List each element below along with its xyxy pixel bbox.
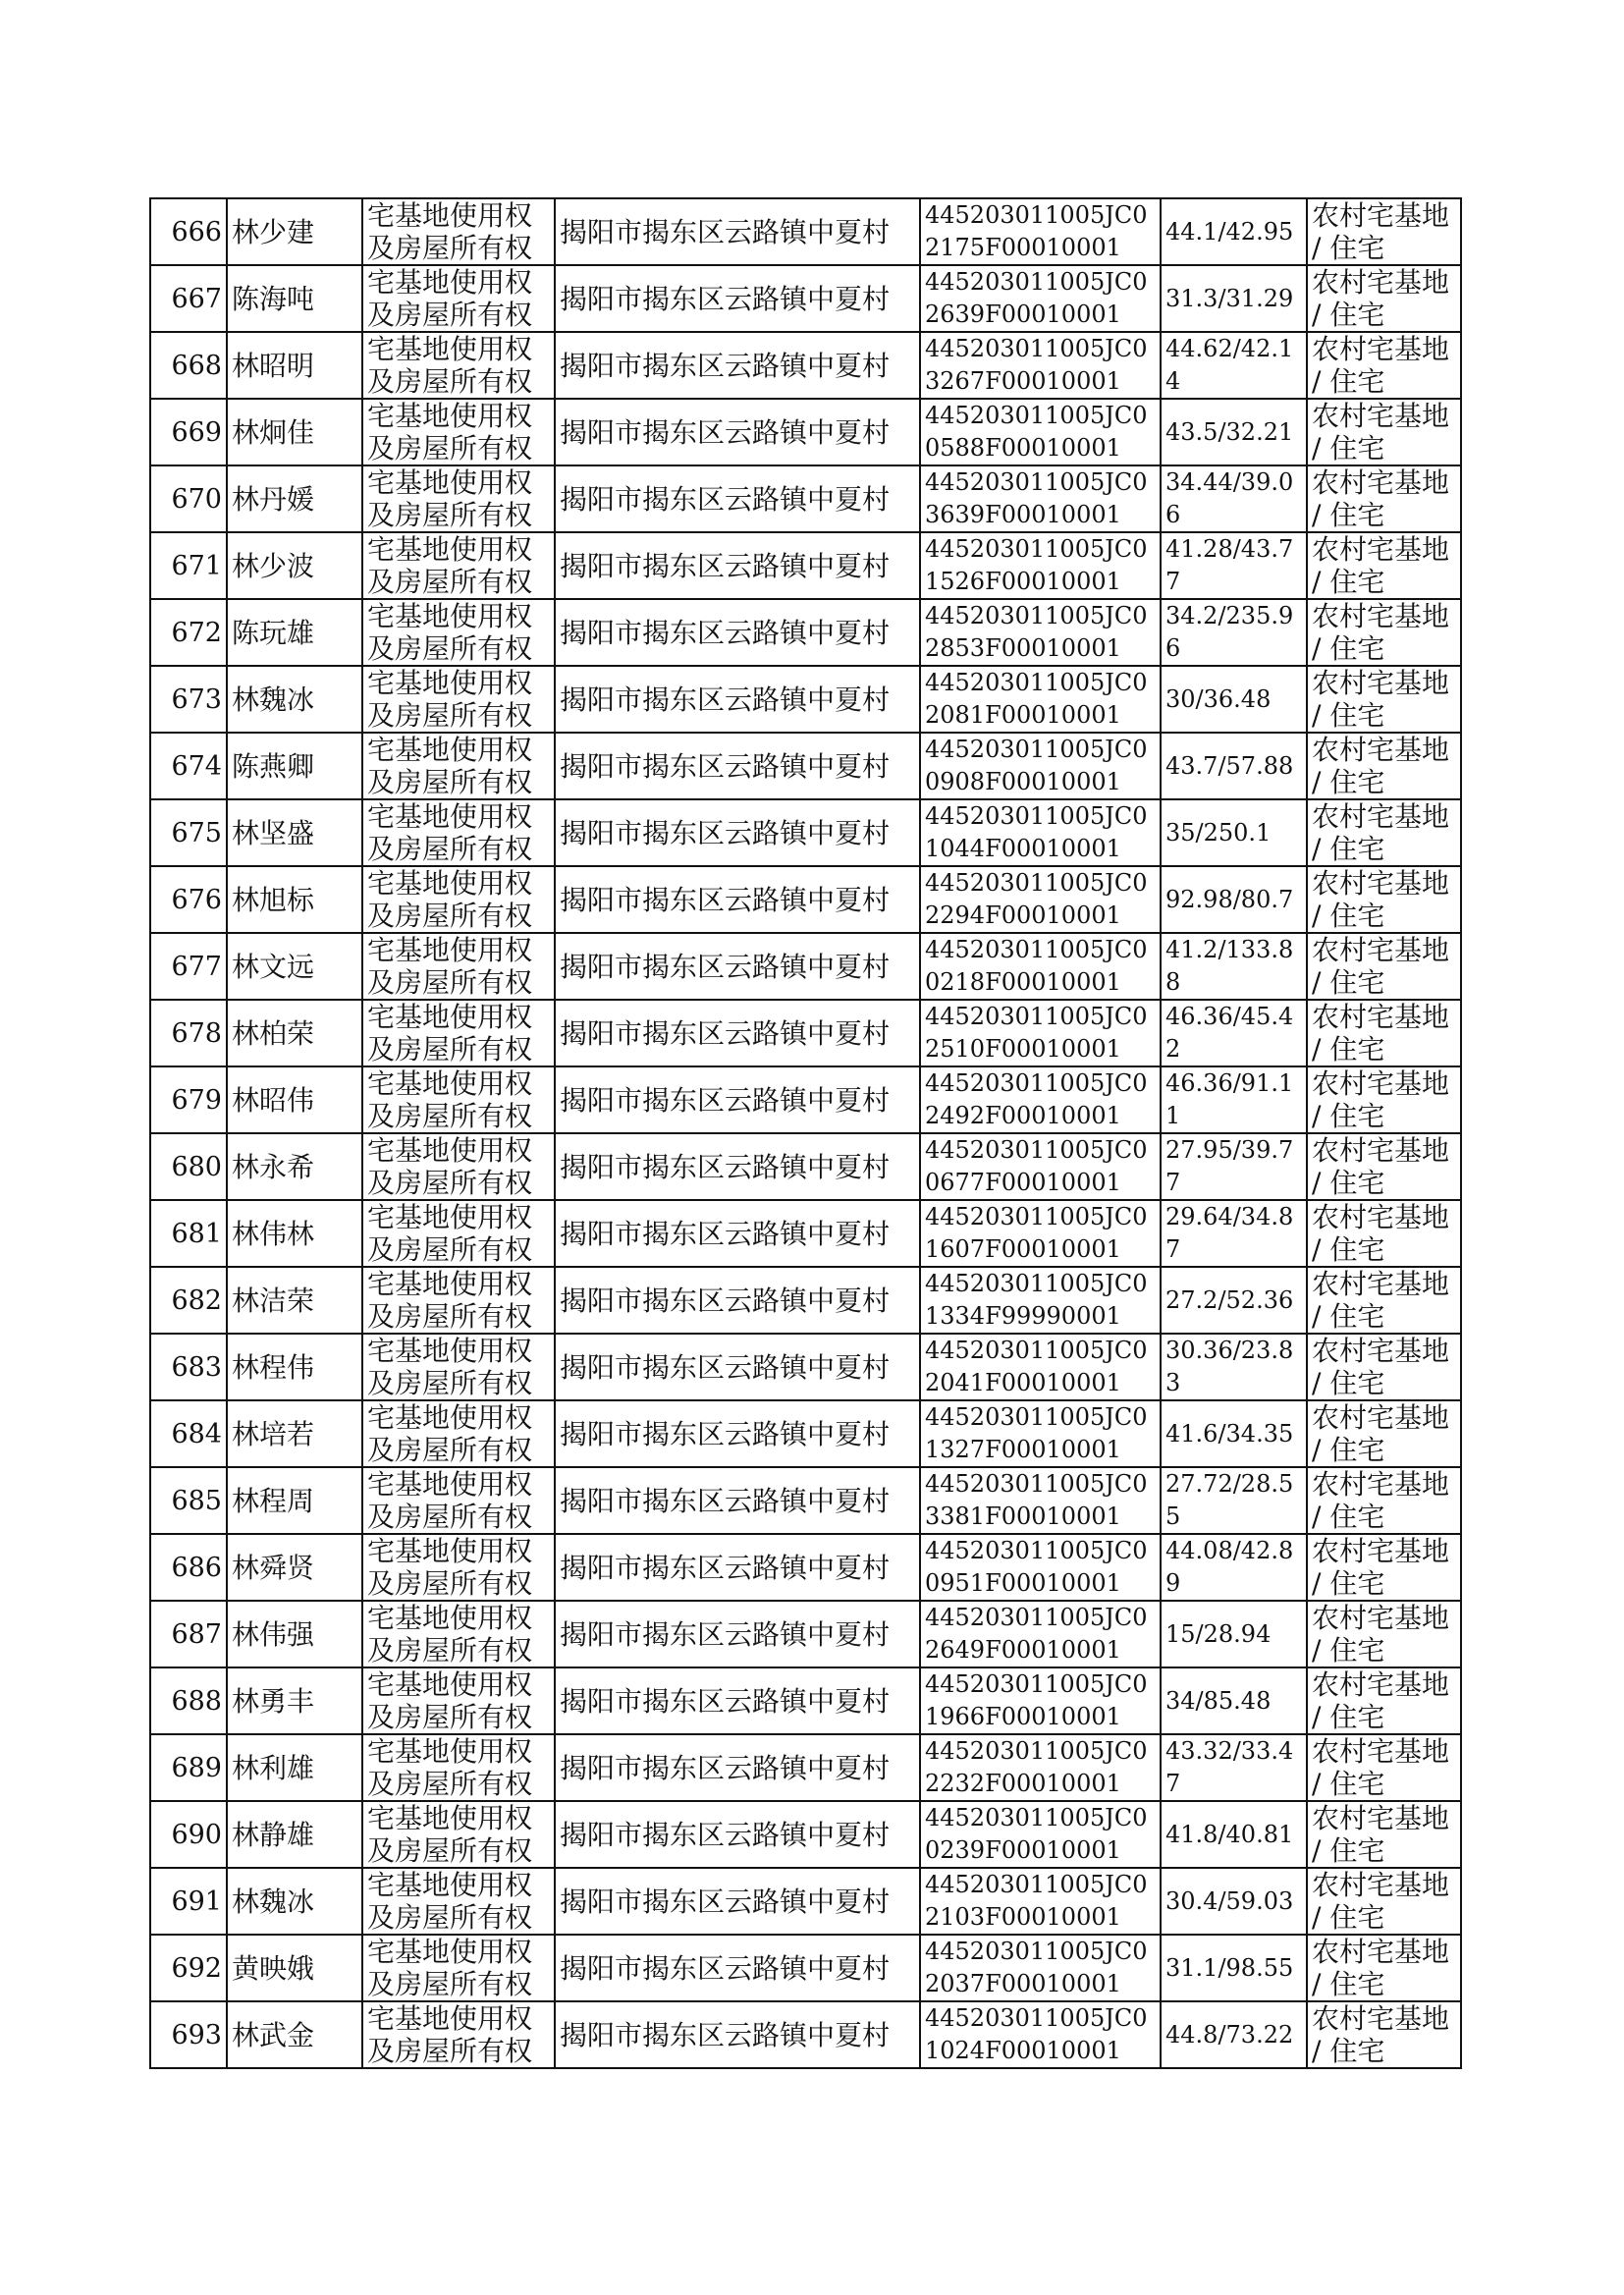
table-row [150, 599, 1461, 666]
location-cell: 揭阳市揭东区云路镇中夏村 [555, 2001, 920, 2068]
location-cell: 揭阳市揭东区云路镇中夏村 [555, 733, 920, 799]
table-row [150, 866, 1461, 933]
owner-name-cell: 林昭伟 [227, 1066, 362, 1133]
location-cell: 揭阳市揭东区云路镇中夏村 [555, 933, 920, 1000]
location-cell: 揭阳市揭东区云路镇中夏村 [555, 1601, 920, 1667]
table-row [150, 1534, 1461, 1601]
unit-code-cell: 445203011005JC02081F00010001 [920, 666, 1161, 733]
location-cell: 揭阳市揭东区云路镇中夏村 [555, 1400, 920, 1467]
row-number-cell: 667 [150, 265, 227, 332]
unit-code-cell: 445203011005JC01044F00010001 [920, 799, 1161, 866]
registry-table [149, 197, 1462, 2069]
row-number-cell: 675 [150, 799, 227, 866]
owner-name-cell: 林武金 [227, 2001, 362, 2068]
right-type-cell: 宅基地使用权及房屋所有权 [362, 1801, 555, 1868]
owner-name-cell: 林文远 [227, 933, 362, 1000]
right-type-cell: 宅基地使用权及房屋所有权 [362, 1601, 555, 1667]
table-row [150, 198, 1461, 265]
row-number-cell: 692 [150, 1935, 227, 2001]
area-cell: 43.32/33.47 [1161, 1734, 1307, 1801]
table-row [150, 933, 1461, 1000]
location-cell: 揭阳市揭东区云路镇中夏村 [555, 666, 920, 733]
unit-code-cell: 445203011005JC00951F00010001 [920, 1534, 1161, 1601]
right-type-cell: 宅基地使用权及房屋所有权 [362, 733, 555, 799]
owner-name-cell: 林洁荣 [227, 1267, 362, 1334]
owner-name-cell: 林柏荣 [227, 1000, 362, 1066]
location-cell: 揭阳市揭东区云路镇中夏村 [555, 1200, 920, 1267]
land-use-cell: 农村宅基地 / 住宅 [1307, 1467, 1461, 1534]
area-cell: 44.62/42.14 [1161, 332, 1307, 399]
location-cell: 揭阳市揭东区云路镇中夏村 [555, 1467, 920, 1534]
unit-code-cell: 445203011005JC02492F00010001 [920, 1066, 1161, 1133]
land-use-cell: 农村宅基地 / 住宅 [1307, 1000, 1461, 1066]
owner-name-cell: 林静雄 [227, 1801, 362, 1868]
row-number-cell: 687 [150, 1601, 227, 1667]
land-use-cell: 农村宅基地 / 住宅 [1307, 1734, 1461, 1801]
area-cell: 34/85.48 [1161, 1667, 1307, 1734]
owner-name-cell: 林程伟 [227, 1334, 362, 1400]
owner-name-cell: 陈海吨 [227, 265, 362, 332]
location-cell: 揭阳市揭东区云路镇中夏村 [555, 265, 920, 332]
owner-name-cell: 林炯佳 [227, 399, 362, 465]
row-number-cell: 689 [150, 1734, 227, 1801]
table-row [150, 1467, 1461, 1534]
owner-name-cell: 林少建 [227, 198, 362, 265]
location-cell: 揭阳市揭东区云路镇中夏村 [555, 1133, 920, 1200]
unit-code-cell: 445203011005JC00908F00010001 [920, 733, 1161, 799]
land-use-cell: 农村宅基地 / 住宅 [1307, 1066, 1461, 1133]
location-cell: 揭阳市揭东区云路镇中夏村 [555, 866, 920, 933]
row-number-cell: 680 [150, 1133, 227, 1200]
area-cell: 31.3/31.29 [1161, 265, 1307, 332]
land-use-cell: 农村宅基地 / 住宅 [1307, 399, 1461, 465]
unit-code-cell: 445203011005JC01966F00010001 [920, 1667, 1161, 1734]
owner-name-cell: 林伟林 [227, 1200, 362, 1267]
row-number-cell: 666 [150, 198, 227, 265]
table-row [150, 1734, 1461, 1801]
owner-name-cell: 林永希 [227, 1133, 362, 1200]
table-body [150, 198, 1461, 2068]
unit-code-cell: 445203011005JC00588F00010001 [920, 399, 1161, 465]
row-number-cell: 684 [150, 1400, 227, 1467]
unit-code-cell: 445203011005JC02175F00010001 [920, 198, 1161, 265]
row-number-cell: 688 [150, 1667, 227, 1734]
unit-code-cell: 445203011005JC02853F00010001 [920, 599, 1161, 666]
right-type-cell: 宅基地使用权及房屋所有权 [362, 332, 555, 399]
right-type-cell: 宅基地使用权及房屋所有权 [362, 1200, 555, 1267]
unit-code-cell: 445203011005JC02037F00010001 [920, 1935, 1161, 2001]
row-number-cell: 677 [150, 933, 227, 1000]
owner-name-cell: 林舜贤 [227, 1534, 362, 1601]
right-type-cell: 宅基地使用权及房屋所有权 [362, 1000, 555, 1066]
land-use-cell: 农村宅基地 / 住宅 [1307, 198, 1461, 265]
owner-name-cell: 林勇丰 [227, 1667, 362, 1734]
owner-name-cell: 林昭明 [227, 332, 362, 399]
area-cell: 41.28/43.77 [1161, 532, 1307, 599]
location-cell: 揭阳市揭东区云路镇中夏村 [555, 1734, 920, 1801]
land-use-cell: 农村宅基地 / 住宅 [1307, 1868, 1461, 1935]
row-number-cell: 683 [150, 1334, 227, 1400]
owner-name-cell: 林丹媛 [227, 465, 362, 532]
area-cell: 43.5/32.21 [1161, 399, 1307, 465]
area-cell: 34.2/235.96 [1161, 599, 1307, 666]
right-type-cell: 宅基地使用权及房屋所有权 [362, 1133, 555, 1200]
area-cell: 27.2/52.36 [1161, 1267, 1307, 1334]
row-number-cell: 679 [150, 1066, 227, 1133]
unit-code-cell: 445203011005JC02639F00010001 [920, 265, 1161, 332]
owner-name-cell: 林程周 [227, 1467, 362, 1534]
table-row [150, 799, 1461, 866]
land-use-cell: 农村宅基地 / 住宅 [1307, 866, 1461, 933]
land-use-cell: 农村宅基地 / 住宅 [1307, 799, 1461, 866]
right-type-cell: 宅基地使用权及房屋所有权 [362, 1667, 555, 1734]
area-cell: 41.6/34.35 [1161, 1400, 1307, 1467]
owner-name-cell: 黄映娥 [227, 1935, 362, 2001]
right-type-cell: 宅基地使用权及房屋所有权 [362, 465, 555, 532]
unit-code-cell: 445203011005JC02232F00010001 [920, 1734, 1161, 1801]
right-type-cell: 宅基地使用权及房屋所有权 [362, 599, 555, 666]
land-use-cell: 农村宅基地 / 住宅 [1307, 599, 1461, 666]
unit-code-cell: 445203011005JC02294F00010001 [920, 866, 1161, 933]
right-type-cell: 宅基地使用权及房屋所有权 [362, 1868, 555, 1935]
table-row [150, 1334, 1461, 1400]
right-type-cell: 宅基地使用权及房屋所有权 [362, 265, 555, 332]
unit-code-cell: 445203011005JC01327F00010001 [920, 1400, 1161, 1467]
area-cell: 41.2/133.88 [1161, 933, 1307, 1000]
land-use-cell: 农村宅基地 / 住宅 [1307, 733, 1461, 799]
area-cell: 31.1/98.55 [1161, 1935, 1307, 2001]
area-cell: 44.08/42.89 [1161, 1534, 1307, 1601]
unit-code-cell: 445203011005JC00677F00010001 [920, 1133, 1161, 1200]
area-cell: 44.1/42.95 [1161, 198, 1307, 265]
area-cell: 30/36.48 [1161, 666, 1307, 733]
location-cell: 揭阳市揭东区云路镇中夏村 [555, 1334, 920, 1400]
location-cell: 揭阳市揭东区云路镇中夏村 [555, 198, 920, 265]
location-cell: 揭阳市揭东区云路镇中夏村 [555, 465, 920, 532]
right-type-cell: 宅基地使用权及房屋所有权 [362, 1066, 555, 1133]
row-number-cell: 678 [150, 1000, 227, 1066]
area-cell: 34.44/39.06 [1161, 465, 1307, 532]
table-row [150, 666, 1461, 733]
land-use-cell: 农村宅基地 / 住宅 [1307, 1400, 1461, 1467]
land-use-cell: 农村宅基地 / 住宅 [1307, 1200, 1461, 1267]
unit-code-cell: 445203011005JC02041F00010001 [920, 1334, 1161, 1400]
row-number-cell: 671 [150, 532, 227, 599]
unit-code-cell: 445203011005JC01334F99990001 [920, 1267, 1161, 1334]
right-type-cell: 宅基地使用权及房屋所有权 [362, 1935, 555, 2001]
table-row [150, 332, 1461, 399]
right-type-cell: 宅基地使用权及房屋所有权 [362, 532, 555, 599]
right-type-cell: 宅基地使用权及房屋所有权 [362, 1467, 555, 1534]
unit-code-cell: 445203011005JC02649F00010001 [920, 1601, 1161, 1667]
unit-code-cell: 445203011005JC01607F00010001 [920, 1200, 1161, 1267]
right-type-cell: 宅基地使用权及房屋所有权 [362, 1534, 555, 1601]
right-type-cell: 宅基地使用权及房屋所有权 [362, 1267, 555, 1334]
area-cell: 30.36/23.83 [1161, 1334, 1307, 1400]
location-cell: 揭阳市揭东区云路镇中夏村 [555, 532, 920, 599]
location-cell: 揭阳市揭东区云路镇中夏村 [555, 1801, 920, 1868]
unit-code-cell: 445203011005JC00239F00010001 [920, 1801, 1161, 1868]
row-number-cell: 668 [150, 332, 227, 399]
table-row [150, 1400, 1461, 1467]
right-type-cell: 宅基地使用权及房屋所有权 [362, 1334, 555, 1400]
owner-name-cell: 陈燕卿 [227, 733, 362, 799]
unit-code-cell: 445203011005JC03639F00010001 [920, 465, 1161, 532]
owner-name-cell: 林旭标 [227, 866, 362, 933]
row-number-cell: 682 [150, 1267, 227, 1334]
table-row [150, 1066, 1461, 1133]
owner-name-cell: 林魏冰 [227, 1868, 362, 1935]
right-type-cell: 宅基地使用权及房屋所有权 [362, 933, 555, 1000]
row-number-cell: 686 [150, 1534, 227, 1601]
land-use-cell: 农村宅基地 / 住宅 [1307, 1534, 1461, 1601]
location-cell: 揭阳市揭东区云路镇中夏村 [555, 599, 920, 666]
table-row [150, 2001, 1461, 2068]
land-use-cell: 农村宅基地 / 住宅 [1307, 332, 1461, 399]
right-type-cell: 宅基地使用权及房屋所有权 [362, 866, 555, 933]
right-type-cell: 宅基地使用权及房屋所有权 [362, 198, 555, 265]
table-row [150, 1601, 1461, 1667]
area-cell: 30.4/59.03 [1161, 1868, 1307, 1935]
area-cell: 43.7/57.88 [1161, 733, 1307, 799]
location-cell: 揭阳市揭东区云路镇中夏村 [555, 1868, 920, 1935]
owner-name-cell: 林利雄 [227, 1734, 362, 1801]
row-number-cell: 690 [150, 1801, 227, 1868]
area-cell: 44.8/73.22 [1161, 2001, 1307, 2068]
land-use-cell: 农村宅基地 / 住宅 [1307, 465, 1461, 532]
owner-name-cell: 陈玩雄 [227, 599, 362, 666]
location-cell: 揭阳市揭东区云路镇中夏村 [555, 1000, 920, 1066]
row-number-cell: 681 [150, 1200, 227, 1267]
table-row [150, 465, 1461, 532]
area-cell: 15/28.94 [1161, 1601, 1307, 1667]
owner-name-cell: 林培若 [227, 1400, 362, 1467]
land-use-cell: 农村宅基地 / 住宅 [1307, 2001, 1461, 2068]
land-use-cell: 农村宅基地 / 住宅 [1307, 933, 1461, 1000]
land-use-cell: 农村宅基地 / 住宅 [1307, 1935, 1461, 2001]
table-row [150, 1868, 1461, 1935]
land-use-cell: 农村宅基地 / 住宅 [1307, 1334, 1461, 1400]
owner-name-cell: 林坚盛 [227, 799, 362, 866]
area-cell: 35/250.1 [1161, 799, 1307, 866]
location-cell: 揭阳市揭东区云路镇中夏村 [555, 1534, 920, 1601]
unit-code-cell: 445203011005JC02103F00010001 [920, 1868, 1161, 1935]
unit-code-cell: 445203011005JC02510F00010001 [920, 1000, 1161, 1066]
land-use-cell: 农村宅基地 / 住宅 [1307, 1667, 1461, 1734]
table-row [150, 399, 1461, 465]
row-number-cell: 676 [150, 866, 227, 933]
land-use-cell: 农村宅基地 / 住宅 [1307, 265, 1461, 332]
unit-code-cell: 445203011005JC03267F00010001 [920, 332, 1161, 399]
table-row [150, 1267, 1461, 1334]
land-use-cell: 农村宅基地 / 住宅 [1307, 666, 1461, 733]
land-use-cell: 农村宅基地 / 住宅 [1307, 1267, 1461, 1334]
land-use-cell: 农村宅基地 / 住宅 [1307, 1601, 1461, 1667]
table-row [150, 733, 1461, 799]
row-number-cell: 672 [150, 599, 227, 666]
right-type-cell: 宅基地使用权及房屋所有权 [362, 799, 555, 866]
right-type-cell: 宅基地使用权及房屋所有权 [362, 2001, 555, 2068]
unit-code-cell: 445203011005JC03381F00010001 [920, 1467, 1161, 1534]
owner-name-cell: 林伟强 [227, 1601, 362, 1667]
owner-name-cell: 林少波 [227, 532, 362, 599]
table-row [150, 1935, 1461, 2001]
table-row [150, 1000, 1461, 1066]
table-row [150, 1667, 1461, 1734]
area-cell: 27.72/28.55 [1161, 1467, 1307, 1534]
unit-code-cell: 445203011005JC01526F00010001 [920, 532, 1161, 599]
table-row [150, 265, 1461, 332]
location-cell: 揭阳市揭东区云路镇中夏村 [555, 1935, 920, 2001]
table-row [150, 1200, 1461, 1267]
unit-code-cell: 445203011005JC01024F00010001 [920, 2001, 1161, 2068]
table-row [150, 1801, 1461, 1868]
location-cell: 揭阳市揭东区云路镇中夏村 [555, 1066, 920, 1133]
land-use-cell: 农村宅基地 / 住宅 [1307, 532, 1461, 599]
row-number-cell: 669 [150, 399, 227, 465]
land-use-cell: 农村宅基地 / 住宅 [1307, 1801, 1461, 1868]
area-cell: 41.8/40.81 [1161, 1801, 1307, 1868]
right-type-cell: 宅基地使用权及房屋所有权 [362, 666, 555, 733]
table-row [150, 1133, 1461, 1200]
row-number-cell: 685 [150, 1467, 227, 1534]
location-cell: 揭阳市揭东区云路镇中夏村 [555, 1667, 920, 1734]
area-cell: 27.95/39.77 [1161, 1133, 1307, 1200]
right-type-cell: 宅基地使用权及房屋所有权 [362, 1400, 555, 1467]
right-type-cell: 宅基地使用权及房屋所有权 [362, 399, 555, 465]
location-cell: 揭阳市揭东区云路镇中夏村 [555, 1267, 920, 1334]
row-number-cell: 674 [150, 733, 227, 799]
row-number-cell: 670 [150, 465, 227, 532]
right-type-cell: 宅基地使用权及房屋所有权 [362, 1734, 555, 1801]
row-number-cell: 691 [150, 1868, 227, 1935]
table-row [150, 532, 1461, 599]
row-number-cell: 693 [150, 2001, 227, 2068]
unit-code-cell: 445203011005JC00218F00010001 [920, 933, 1161, 1000]
owner-name-cell: 林魏冰 [227, 666, 362, 733]
land-use-cell: 农村宅基地 / 住宅 [1307, 1133, 1461, 1200]
area-cell: 29.64/34.87 [1161, 1200, 1307, 1267]
area-cell: 46.36/45.42 [1161, 1000, 1307, 1066]
location-cell: 揭阳市揭东区云路镇中夏村 [555, 399, 920, 465]
row-number-cell: 673 [150, 666, 227, 733]
area-cell: 92.98/80.7 [1161, 866, 1307, 933]
area-cell: 46.36/91.11 [1161, 1066, 1307, 1133]
location-cell: 揭阳市揭东区云路镇中夏村 [555, 332, 920, 399]
location-cell: 揭阳市揭东区云路镇中夏村 [555, 799, 920, 866]
